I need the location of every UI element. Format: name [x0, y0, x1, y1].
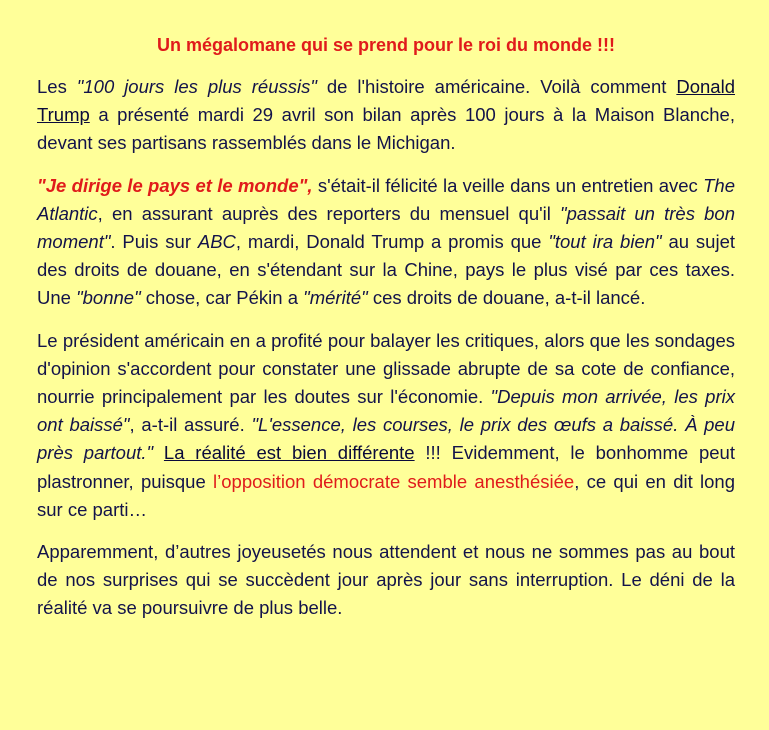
text: , ce qui en dit long sur ce parti… [37, 470, 735, 520]
text: s'était-il félicité la veille dans un entretien avec [312, 174, 704, 196]
publication-name: The Atlantic [37, 174, 735, 224]
text: , en assurant auprès des reporters du mensuel qu'il [97, 202, 561, 224]
text: , a-t-il assuré. [129, 414, 252, 436]
paragraph-4 [37, 538, 735, 623]
text: chose, car Pékin a [140, 287, 304, 309]
quote: "L'essence, les courses, le prix des œufs a baissé. À peu près partout." [37, 414, 736, 464]
page-title: Un mégalomane qui se prend pour le roi du monde !!! [156, 35, 616, 55]
text: Apparemment, d’autres joyeusetés nous attendent et nous ne sommes pas au bout de nos surprises qui se succèdent jour après jour sans interruption. Le déni de la réalité va se poursuivre de plus belle. [37, 541, 735, 619]
red-highlight: l’opposition démocrate semble anesthésiée [213, 470, 575, 492]
highlight-quote: "Je dirige le pays et le monde", [37, 174, 313, 196]
donald-trump-link[interactable]: Donald Trump [37, 76, 735, 126]
quote: "tout ira bien" [548, 231, 662, 253]
text: ces droits de douane, a-t-il lancé. [367, 287, 646, 309]
reality-link[interactable]: La réalité est bien différente [163, 442, 415, 464]
text: de l'histoire américaine. Voilà comment [316, 76, 677, 97]
text: a présenté mardi 29 avril son bilan après 100 jours à la Maison Blanche, devant ses partisans rassemblés dans le Michigan. [37, 104, 735, 154]
quote: "bonne" [76, 287, 141, 309]
text: au sujet des droits de douane, en s'étendant sur la Chine, pays le plus visé par ces taxes. Une [37, 231, 735, 309]
text: . Puis sur [110, 231, 198, 253]
paragraph-3 [37, 327, 735, 524]
paragraph-1 [37, 73, 735, 158]
text: , mardi, Donald Trump a promis que [235, 231, 549, 253]
text: Le président américain en a profité pour balayer les critiques, alors que les sondages d'opinion s'accordent pour constater une glissade abrupte de sa cote de confiance, nourrie principalement par les doutes sur l'économie. [37, 329, 735, 408]
paragraph-2 [37, 172, 735, 313]
quote: "passait un très bon moment" [37, 202, 735, 253]
quote: "Depuis mon arrivée, les prix ont baissé" [37, 386, 735, 436]
text: Les [37, 76, 77, 97]
quote: "100 jours les plus réussis" [76, 76, 317, 97]
quote: "mérité" [303, 287, 368, 309]
text [153, 442, 164, 463]
text: !!! Evidemment, le bonhomme peut plastronner, puisque [37, 442, 735, 492]
publication-name: ABC [197, 231, 236, 253]
